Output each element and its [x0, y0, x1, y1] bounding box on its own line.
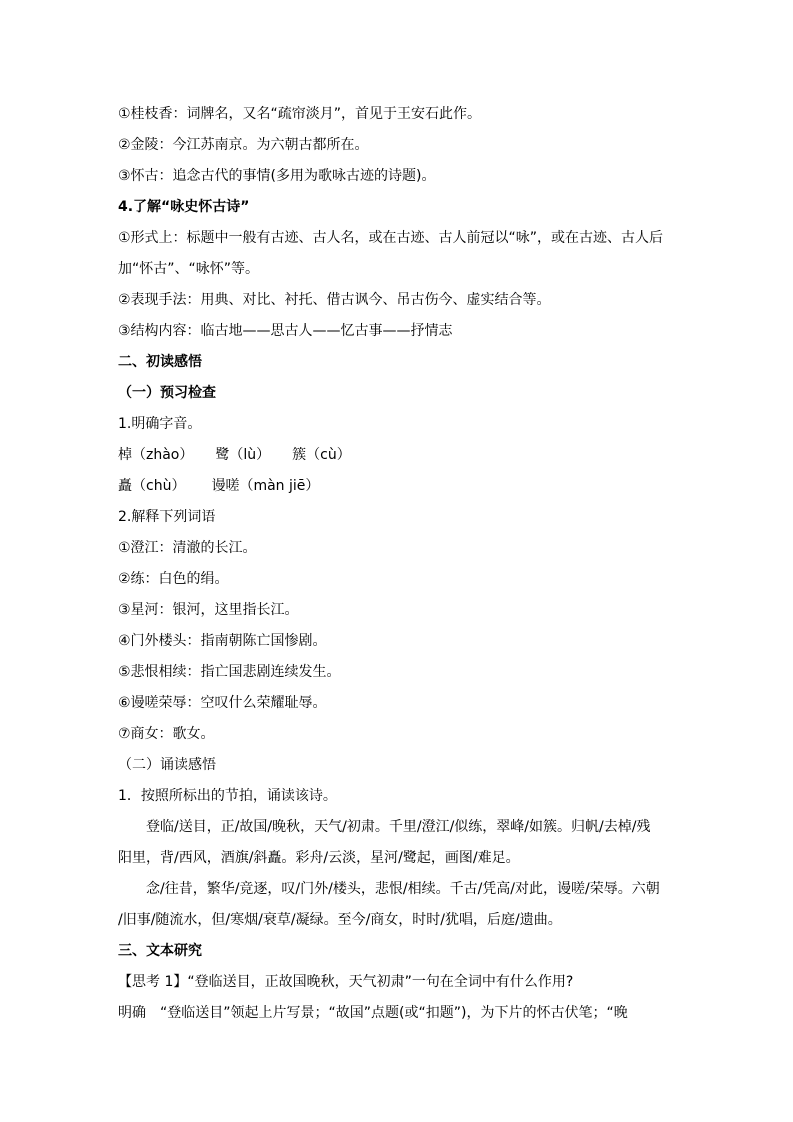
- pronunciation-row-2: [118, 476, 319, 496]
- pronunciation-row-1: [118, 445, 351, 465]
- definition-1: ①澄江：清澈的长江。: [118, 540, 257, 556]
- definition-4: ④门外楼头：指南朝陈亡国惨剧。: [118, 633, 327, 649]
- recitation-heading: （二）诵读感悟: [118, 757, 216, 773]
- pron-lu: 鹭（lù）: [215, 447, 271, 463]
- form-line-2: 加“怀古”、“咏怀”等。: [118, 261, 260, 277]
- structure-line: ③结构内容：临古地——思古人——忆古事——抒情志: [118, 323, 453, 339]
- pronunciation-item: 1.明确字音。: [118, 416, 202, 432]
- pron-chu: 矗（chù）: [118, 478, 186, 494]
- answer-1: 明确 “登临送目”领起上片写景；“故国”点题(或“扣题”)，为下片的怀古伏笔；“晚: [118, 1005, 628, 1021]
- think-question-1: 【思考 1】“登临送目，正故国晚秋，天气初肃”一句在全词中有什么作用?: [118, 974, 574, 990]
- definition-6: ⑥谩嗟荣辱：空叹什么荣耀耻辱。: [118, 695, 327, 711]
- poem-stanza-2-line-1: 念/往昔，繁华/竞逐，叹/门外/楼头，悲恨/相续。千古/凭高/对此，谩嗟/荣辱。六朝: [146, 881, 660, 897]
- definition-2: ②练：白色的绢。: [118, 571, 229, 587]
- technique-line: ②表现手法：用典、对比、衬托、借古讽今、吊古伤今、虚实结合等。: [118, 292, 551, 308]
- poem-stanza-2-line-2: /旧事/随流水，但/寒烟/衰草/凝绿。至今/商女，时时/犹唱，后庭/遗曲。: [118, 912, 562, 928]
- poem-stanza-1-line-1: 登临/送目，正/故国/晚秋，天气/初肃。千里/澄江/似练，翠峰/如簇。归帆/去棹/残: [146, 819, 651, 835]
- pron-zhao: 棹（zhào）: [118, 447, 194, 463]
- pron-manjie: 谩嗟（màn jiē）: [211, 478, 320, 494]
- part-3-heading: 三、文本研究: [118, 943, 202, 959]
- note-1: ①桂枝香：词牌名，又名“疏帘淡月”，首见于王安石此作。: [118, 106, 482, 122]
- definition-3: ③星河：银河，这里指长江。: [118, 602, 299, 618]
- recitation-instruction: 1．按照所标出的节拍，诵读该诗。: [118, 788, 337, 804]
- section-4-heading: 4.了解“咏史怀古诗”: [118, 199, 250, 215]
- preview-check-heading: （一）预习检查: [118, 385, 216, 401]
- form-line-1: ①形式上：标题中一般有古迹、古人名，或在古迹、古人前冠以“咏”，或在古迹、古人后: [118, 230, 664, 246]
- note-3: ③怀古：追念古代的事情(多用为歌咏古迹的诗题)。: [118, 168, 436, 184]
- definition-5: ⑤悲恨相续：指亡国悲剧连续发生。: [118, 664, 341, 680]
- definitions-item: 2.解释下列词语: [118, 509, 216, 525]
- poem-stanza-1-line-2: 阳里，背/西风，酒旗/斜矗。彩舟/云淡，星河/鹭起，画图/难足。: [118, 850, 520, 866]
- pron-cu: 簇（cù）: [292, 447, 351, 463]
- definition-7: ⑦商女：歌女。: [118, 726, 215, 742]
- note-2: ②金陵：今江苏南京。为六朝古都所在。: [118, 137, 369, 153]
- part-2-heading: 二、初读感悟: [118, 354, 202, 370]
